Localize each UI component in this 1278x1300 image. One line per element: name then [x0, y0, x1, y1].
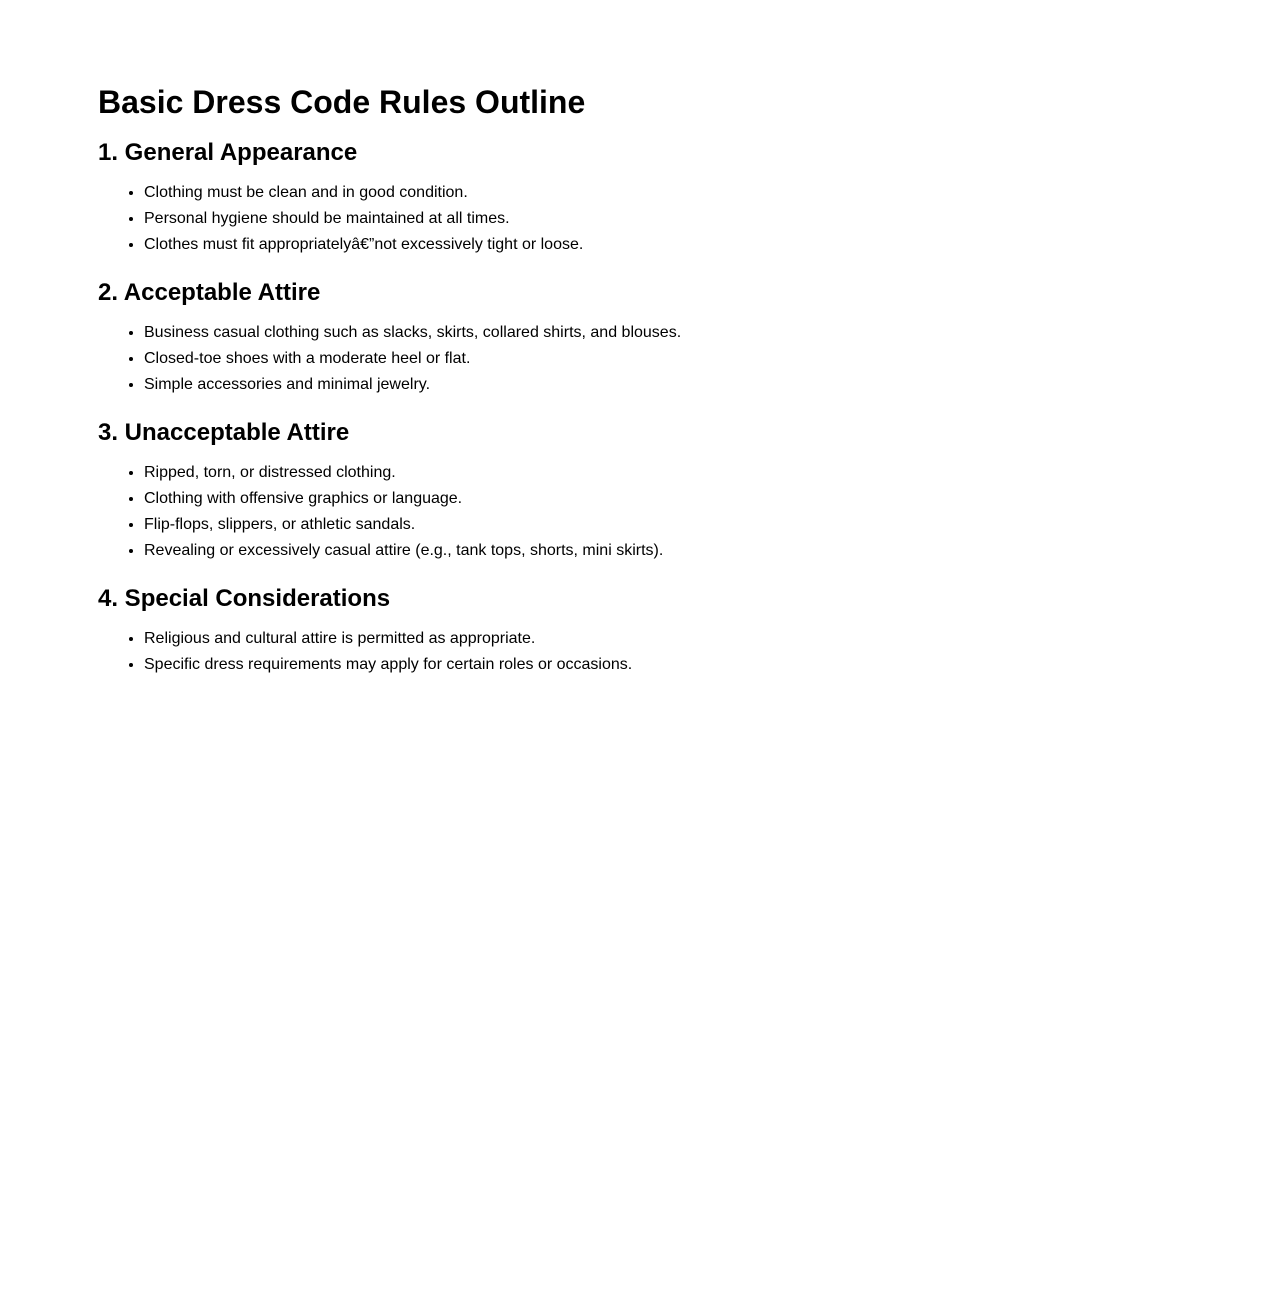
- section-heading: 3. Unacceptable Attire: [98, 419, 350, 446]
- section-special-considerations: [98, 584, 1198, 678]
- section-unacceptable-attire: [98, 418, 1198, 564]
- bullet-list: [98, 320, 1198, 398]
- list-item: • Specific dress requirements may apply for certain roles or occasions.: [144, 652, 1198, 678]
- page-title: Basic Dress Code Rules Outline: [98, 84, 586, 120]
- bullet-list: [98, 180, 1198, 258]
- section-heading: 2. Acceptable Attire: [98, 279, 321, 306]
- section-heading: 1. General Appearance: [98, 139, 358, 166]
- list-item: • Clothing with offensive graphics or language.: [144, 486, 1198, 512]
- list-item: • Revealing or excessively casual attire (e.g., tank tops, shorts, mini skirts).: [144, 538, 1198, 564]
- document: [98, 82, 1198, 678]
- section-acceptable-attire: [98, 278, 1198, 398]
- list-item: • Clothing must be clean and in good condition.: [144, 180, 1198, 206]
- section-heading: 4. Special Considerations: [98, 585, 391, 612]
- list-item: • Flip-flops, slippers, or athletic sandals.: [144, 512, 1198, 538]
- list-item: • Business casual clothing such as slacks, skirts, collared shirts, and blouses.: [144, 320, 1198, 346]
- list-item: • Simple accessories and minimal jewelry.: [144, 372, 1198, 398]
- bullet-list: [98, 460, 1198, 564]
- section-general-appearance: [98, 138, 1198, 258]
- list-item: • Clothes must fit appropriatelyâ€”not excessively tight or loose.: [144, 232, 1198, 258]
- list-item: • Closed-toe shoes with a moderate heel or flat.: [144, 346, 1198, 372]
- list-item: • Personal hygiene should be maintained at all times.: [144, 206, 1198, 232]
- list-item: • Religious and cultural attire is permitted as appropriate.: [144, 626, 1198, 652]
- bullet-list: [98, 626, 1198, 678]
- list-item: • Ripped, torn, or distressed clothing.: [144, 460, 1198, 486]
